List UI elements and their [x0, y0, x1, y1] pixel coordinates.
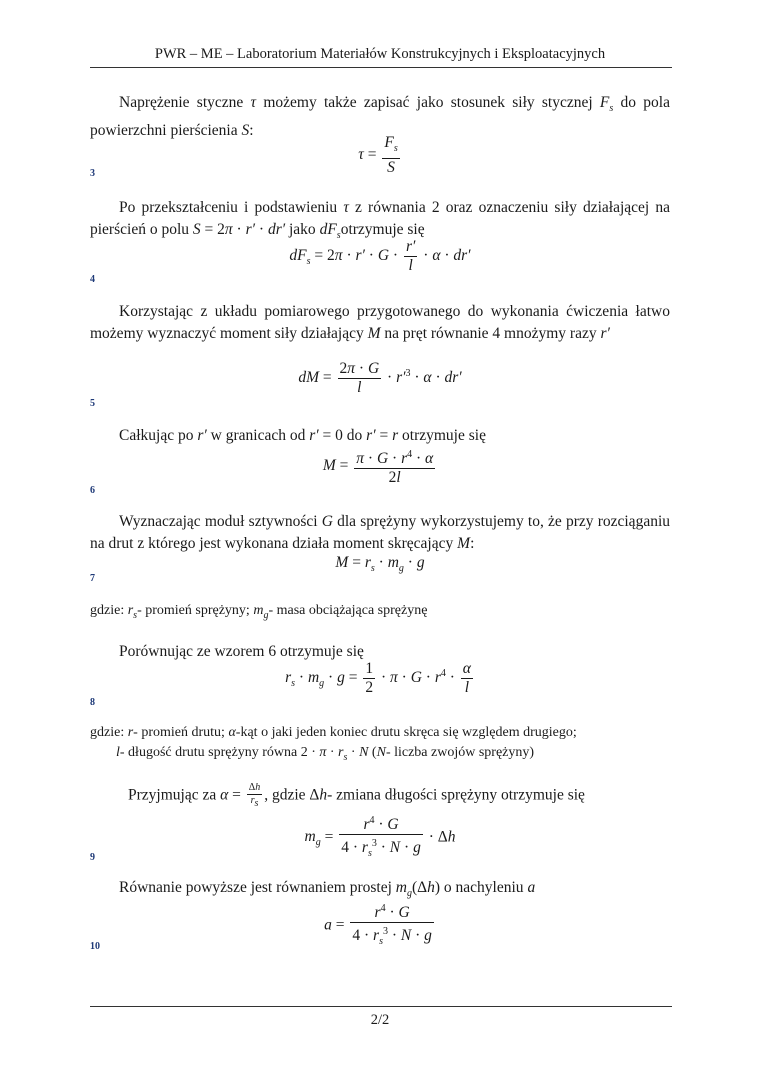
equation-number-5: 5 [90, 398, 95, 409]
equation-9: $m_g$ = $\frac{r^4 \cdot G}{4 \cdot r_s^3 \cdot N \cdot g}$ · Δh [90, 812, 670, 863]
equation-number-6: 6 [90, 485, 95, 496]
equation-number-8: 8 [90, 697, 95, 708]
equation-8: $r_s \cdot m_g \cdot g$ = $\frac{1}{2}$ · $\pi \cdot G \cdot r^4$ · $\frac{\alpha}{l}$ [285, 660, 471, 696]
paragraph-5: Wyznaczając moduł sztywności G dla sprężyny wykorzystujemy to, że przy rozciąganiu na drut z którego jest wykonana działa moment skręcający M: [90, 513, 671, 552]
equation-3: τ = $\frac{F_s}{S}$ [358, 134, 398, 177]
equation-6: M = $\frac{\pi \cdot G \cdot r^4 \cdot \alpha}{2l}$ [90, 446, 670, 487]
paragraph-2: Po przekształceniu i podstawieniu τ z równania 2 oraz oznaczeniu siły działającej na pierścień o polu S = 2π · r′ · dr′ jako $dF_sotrzymuje$ się [90, 199, 670, 242]
paragraph-7: Porównując ze wzorem 6 otrzymuje się [119, 643, 364, 660]
legend-2: gdzie: r- promień drutu; α-kąt o jaki jeden koniec drutu skręca się względem drugiego; [90, 725, 577, 740]
legend-1: gdzie: $r_s-$ promień sprężyny; $m_g-$ masa obciążająca sprężynę [90, 603, 428, 621]
equation-number-10: 10 [90, 941, 100, 952]
equation-4: $dF_s = 2\pi \cdot r' \cdot G$ · $\frac{r'}{l}$ · α · dr′ [289, 238, 471, 274]
equation-number-3: 3 [90, 168, 95, 179]
paragraph-10: Równanie powyższe jest równaniem prostej $m_g(\Delta h)$ o nachyleniu a [119, 879, 536, 900]
equation-7: $M = r_s \cdot m_g \cdot g$ [335, 554, 425, 575]
paragraph-1: Naprężenie styczne τ możemy także zapisać jako stosunek siły stycznej $F_s$ do pola powierzchni pierścienia S: [90, 94, 670, 140]
header-rule [90, 67, 672, 68]
footer-rule [90, 1006, 672, 1007]
paragraph-9: Przyjmując za α = $\frac{\Delta h}{r_s}$ , gdzie Δh- zmiana długości sprężyny otrzymuje się [128, 782, 585, 809]
equation-number-4: 4 [90, 274, 95, 285]
equation-10: a = $\frac{r^4 \cdot G}{4 \cdot r_s^3 \cdot N \cdot g}$ [90, 900, 670, 951]
equation-5: dM = $\frac{2\pi \cdot G}{l}$ · $r'^3 \cdot \alpha \cdot dr'$ [298, 360, 462, 396]
equation-number-9: 9 [90, 852, 95, 863]
legend-2-line-2: l- długość drutu sprężyny równa $2 \cdot \pi \cdot r_s \cdot N$ (N- liczba zwojów sprężyny) [116, 745, 535, 763]
equation-number-7: 7 [90, 573, 95, 584]
page-header: PWR – ME – Laboratorium Materiałów Konstrukcyjnych i Eksploatacyjnych [154, 46, 606, 62]
page-number: 2/2 [370, 1012, 390, 1028]
paragraph-3: Korzystając z układu pomiarowego przygotowanego do wykonania ćwiczenia łatwo możemy wyznaczyć moment siły działający M na pręt równanie 4 mnożymy razy r′ [90, 303, 670, 342]
paragraph-4: Całkując po r′ w granicach od r′ = 0 do r′ = r otrzymuje się [119, 427, 486, 444]
